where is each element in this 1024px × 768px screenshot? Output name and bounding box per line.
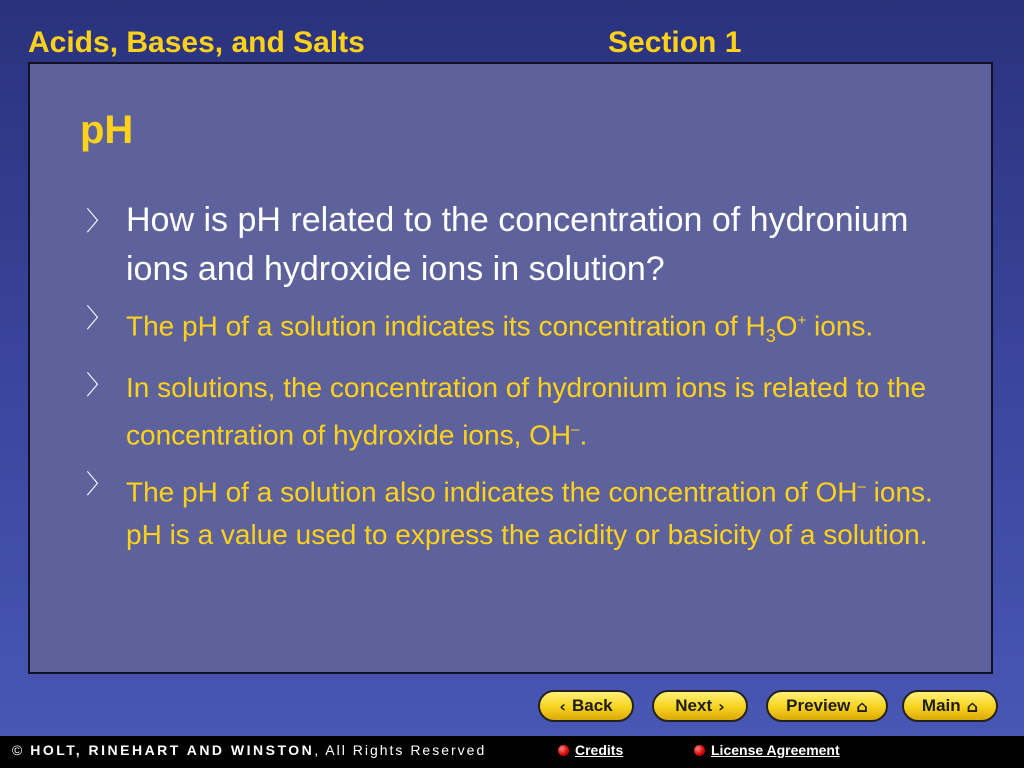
answer-1-tail: ions. — [806, 310, 874, 342]
preview-button[interactable] — [766, 690, 888, 722]
home-icon: ⌂ — [856, 696, 868, 716]
bullet-answer-2 — [86, 367, 966, 456]
bullet-question — [86, 196, 966, 294]
question-text: How is pH related to the concentration of hydronium ions and hydroxide ions in solution? — [126, 201, 909, 288]
rights-text: , All Rights Reserved — [314, 742, 487, 758]
home-icon: ⌂ — [966, 696, 979, 716]
answer-3-text: The pH of a solution also indicates the concentration of OH — [126, 476, 858, 508]
bullet-arrow-icon: 〉 — [86, 207, 113, 237]
answer-1-text: The pH of a solution indicates its concentration of — [126, 310, 746, 342]
bullet-answer-3 — [86, 466, 966, 555]
answer-2-text: In solutions, the concentration of hydronium ions is related to the concentration of hydroxide ions, OH — [126, 371, 927, 451]
bullet-arrow-icon: 〉 — [86, 470, 113, 501]
copyright-icon: © — [12, 742, 25, 758]
credits-label: Credits — [575, 742, 624, 758]
next-button[interactable] — [652, 690, 748, 722]
content-panel — [28, 62, 993, 674]
charge-superscript: – — [857, 478, 866, 496]
bullet-arrow-icon: 〉 — [86, 304, 113, 334]
section-label: Section 1 — [608, 26, 742, 59]
footer-bar — [0, 736, 1024, 768]
license-label: License Agreement — [711, 742, 840, 758]
back-button[interactable] — [538, 690, 634, 722]
back-label: Back — [571, 696, 613, 715]
bullet-answer-1 — [86, 300, 966, 357]
credits-link[interactable] — [558, 742, 623, 758]
formula-o: O — [775, 310, 798, 342]
red-dot-icon — [694, 745, 705, 756]
license-agreement-link[interactable] — [694, 742, 840, 758]
chevron-right-icon: › — [718, 696, 725, 716]
slide-title: pH — [80, 108, 134, 152]
main-button[interactable] — [902, 690, 998, 722]
bullet-list — [86, 196, 966, 566]
red-dot-icon — [558, 745, 569, 756]
preview-label: Preview — [786, 696, 851, 715]
chevron-left-icon: ‹ — [559, 696, 566, 716]
copyright-text — [12, 742, 486, 758]
answer-2-tail: . — [579, 419, 588, 451]
charge-superscript: – — [571, 420, 580, 438]
formula-superscript: + — [797, 312, 807, 329]
formula-subscript: 3 — [765, 325, 776, 346]
course-title: Acids, Bases, and Salts — [28, 26, 365, 59]
next-label: Next — [675, 696, 713, 715]
main-label: Main — [921, 696, 961, 715]
formula-h: H — [745, 310, 766, 342]
answer-3-tail: ions. pH is a value used to express the acidity or basicity of a solution. — [126, 476, 933, 550]
company-name: HOLT, RINEHART AND WINSTON — [30, 742, 315, 758]
bullet-arrow-icon: 〉 — [86, 370, 113, 401]
